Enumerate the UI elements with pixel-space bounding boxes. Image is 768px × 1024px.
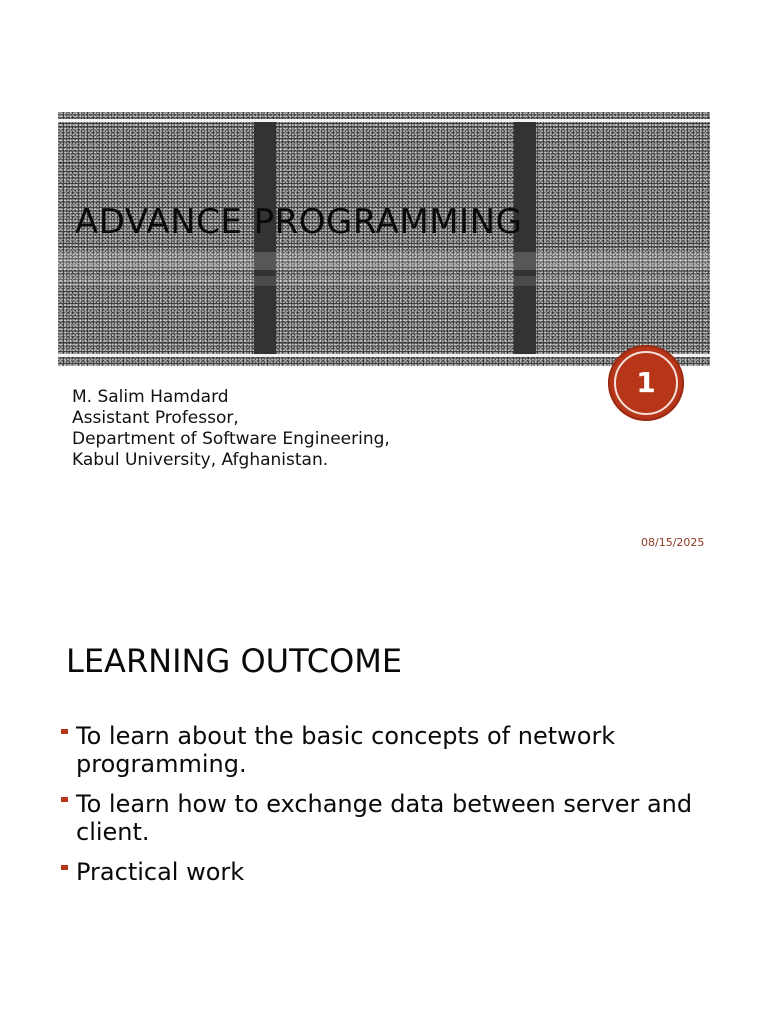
square-bullet-icon: [61, 797, 68, 802]
bullet-list: [60, 722, 720, 898]
bullet-text: To learn how to exchange data between server and client.: [76, 790, 693, 846]
learning-outcome-slide: [0, 580, 768, 1024]
bullet-text: To learn about the basic concepts of network programming.: [76, 722, 616, 778]
slide-title: ADVANCE PROGRAMMING: [75, 202, 523, 242]
list-item: [60, 722, 720, 778]
author-university: Kabul University, Afghanistan.: [72, 450, 329, 470]
list-item: [60, 790, 720, 846]
author-name: M. Salim Hamdard: [72, 387, 229, 407]
author-block: [72, 387, 390, 471]
square-bullet-icon: [61, 865, 68, 870]
slide-date: 08/15/2025: [641, 536, 705, 549]
slide-heading: LEARNING OUTCOME: [66, 642, 403, 680]
bullet-text: Practical work: [76, 858, 245, 886]
banner-band: [58, 252, 710, 270]
banner-top-rule: [58, 119, 710, 122]
slide-number: 1: [636, 366, 656, 399]
author-department: Department of Software Engineering,: [72, 429, 390, 449]
author-position: Assistant Professor,: [72, 408, 239, 428]
slide-number-badge: [608, 345, 684, 421]
square-bullet-icon: [61, 729, 68, 734]
banner-band: [58, 276, 710, 286]
list-item: [60, 858, 720, 886]
